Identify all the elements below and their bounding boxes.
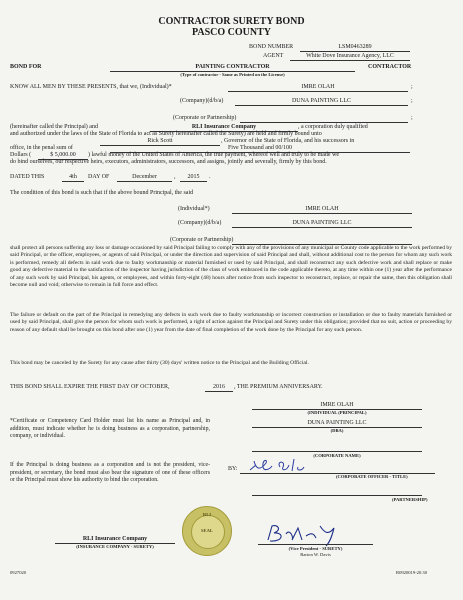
expire-tail: , THE PREMIUM ANNIVERSARY.: [234, 384, 323, 390]
authorized-line: and authorized under the laws of the State of Florida to act as Surety hereinafter called the Surety) are held and firmly bound unto: [10, 131, 322, 137]
sig-corporate-officer-label: (CORPORATE OFFICER - TITLE): [336, 474, 408, 479]
intro-corporation-label: (Corporate or Partnership): [173, 115, 237, 121]
dated-year: 2015: [180, 174, 207, 182]
sig-partnership-label: (PARTNERSHIP): [392, 497, 428, 502]
sig-dba-name: DUNA PAINTING LLC: [252, 420, 422, 428]
dollars-tail: ) lawful money of the United States of America, the true payment, whereof well and truly to be made we: [88, 152, 340, 158]
certificate-note: *Certificate or Competency Card Holder must list his name as Principal and, in addition, must indicate whether he is doing business as a corporation, partnership, company, or individual.: [10, 418, 210, 440]
principal-signature: [246, 455, 326, 475]
corporation-line: [240, 122, 408, 123]
dated-label: DATED THIS: [10, 174, 45, 180]
penal-words: Five Thousand and 00/100: [110, 145, 410, 153]
expire-lead: THIS BOND SHALL EXPIRE THE FIRST DAY OF OCTOBER,: [10, 384, 170, 390]
dollars-label: Dollars (: [10, 152, 32, 158]
sig-individual-label: (INDIVIDUAL (PRINCIPAL): [307, 410, 367, 415]
condition-individual-label: (Individual*): [178, 206, 210, 212]
sig-dba-label: (DBA): [330, 428, 344, 433]
condition-paragraph-3: This bond may be canceled by the Surety for any cause after thirty (30) days' written notice to the Principal and the Building Official.: [10, 360, 309, 366]
document-title: CONTRACTOR SURETY BOND: [158, 16, 305, 27]
penal-label: office, in the penal sum of: [10, 145, 73, 151]
condition-lead: The condition of this bond is such that if the above bound Principal, the said: [10, 190, 194, 196]
penal-amount: $ 5,000.00: [38, 152, 88, 160]
condition-individual: IMRE OLAH: [232, 206, 412, 214]
contractor-type: PAINTING CONTRACTOR: [110, 64, 355, 72]
condition-company-label: (Company)(d/b/a): [178, 220, 222, 226]
surety-company-sign: RLI Insurance Company: [55, 536, 175, 544]
agent-name: White Dove Insurance Agency, LLC: [290, 53, 410, 61]
agent-label: AGENT: [263, 53, 284, 59]
condition-company: DUNA PAINTING LLC: [232, 220, 412, 228]
partnership-line: [252, 495, 422, 496]
condition-paragraph-1: shall protect all persons suffering any loss or damage occasioned by said Principal failing to comply with any of the provisions of any municipal or County code applicable to the work performed by said Principal, or the officer, employees, or agents of said Principal, or under the direction and supervision of said Principal and shall, without additional cost to the person for whom any such work is performed, remedy all defects in said work due to faulty workmanship or material furnished or used by said Principal, and shall reconstruct any such defective work and shall replace or make good any defective material to the satisfaction of the inspector having jurisdiction of the class of work embraced in the code applicable thereto, at any time within one (1) year after the performance of any such work by said Principal, his agents, or employees, and within forty-eight (48) hours after notice from such inspector to reconstruct, replace, or repair the same, then this obligation shall become null and void; otherwise to remain in full force and effect.: [10, 245, 453, 289]
intro-lead: KNOW ALL MEN BY THESE PRESENTS, that we, (Individual)*: [10, 84, 172, 90]
vp-line: [258, 544, 373, 545]
dated-day: 4th: [62, 174, 84, 182]
footer-left-code: 0927020: [10, 570, 27, 575]
seal-center-text: SEAL: [200, 528, 213, 533]
county-title: PASCO COUNTY: [192, 27, 271, 38]
sig-by-label: BY:: [228, 466, 238, 472]
dated-day-of: DAY OF: [88, 174, 110, 180]
dated-month: December: [117, 174, 172, 182]
vp-name: Barton W. Davis: [300, 552, 331, 557]
type-note: (Type of contractor - Same as Printed on the License): [180, 72, 285, 77]
binding-line: do bind ourselves, our respective heirs, executors, administrators, successors, and assigns, jointly and severally, firmly by this bond.: [10, 159, 327, 165]
governor-name: Rick Scott: [100, 138, 220, 146]
governor-tail: , Governor of the State of Florida, and his successors in: [221, 138, 355, 144]
intro-individual: IMRE OLAH: [228, 84, 408, 92]
bond-number: LSM0463289: [300, 44, 410, 52]
expire-year: 2016: [205, 384, 233, 392]
seal-top-text: RLI: [202, 512, 212, 517]
bond-for-label: BOND FOR: [10, 64, 42, 70]
footer-right-code: R0920019-20.30: [396, 570, 428, 575]
corporate-seal: [182, 506, 232, 556]
sig-individual-name: IMRE OLAH: [252, 402, 422, 410]
surety-company-label: (INSURANCE COMPANY - SURETY): [76, 544, 154, 549]
bond-number-label: BOND NUMBER: [249, 44, 294, 50]
intro-company: DUNA PAINTING LLC: [235, 98, 408, 106]
condition-corporation-label: (Corporate or Partnership): [170, 237, 234, 243]
corporate-name-line: [252, 451, 422, 452]
corporation-note: If the Principal is doing business as a corporation and is not the president, vice-president, or secretary, the bond must also bear the signature of one of these officers or the Principal must show his authority to bind the corporation.: [10, 462, 210, 484]
sig-corporate-name-label: (CORPORATE NAME): [313, 453, 361, 458]
intro-company-label: (Company)(d/b/a): [180, 98, 224, 104]
principal-text: (hereinafter called the Principal) and: [10, 124, 98, 130]
surety-tail: , a corporation duly qualified: [298, 124, 368, 130]
surety-company: RLI Insurance Company: [150, 124, 298, 132]
contractor-label: CONTRACTOR: [368, 64, 412, 70]
vp-label: (Vice President - SURETY): [288, 546, 343, 551]
condition-paragraph-2: The failure or default on the part of the Principal in remedying any defects in such work due to faulty workmanship or incorrect construction or installation or due to faulty materials furnished or used by said Principal, shall give the person for whom such work is performed, a right of action against the Principal and Surety under this obligation; provided that no suit, action or proceeding by reason of any default shall be brought on this bond after one (1) year from the date of final completion of the work done by the Principal for any such person.: [10, 312, 452, 333]
